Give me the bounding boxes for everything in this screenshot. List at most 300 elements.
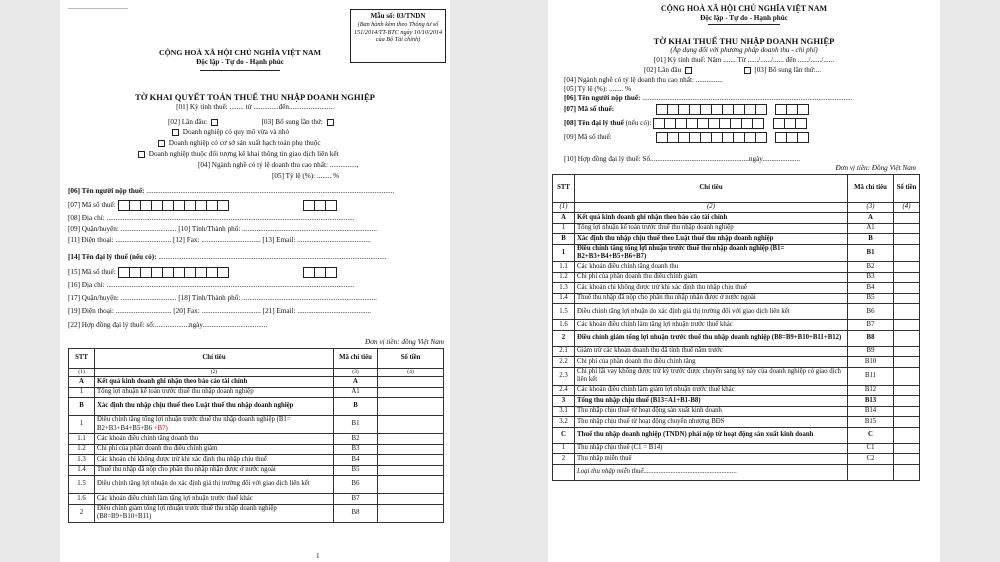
stt-text: 1.4 — [77, 466, 86, 473]
amount-cell[interactable] — [894, 443, 920, 454]
amount-cell[interactable] — [894, 272, 920, 283]
supplement-label: [03] Bổ sung lần thứ: — [261, 118, 323, 126]
amount-cell[interactable] — [894, 244, 920, 262]
first-time-checkbox[interactable] — [211, 119, 218, 126]
agent-tax-code-input[interactable] — [118, 267, 228, 278]
name-text: Tổng lợi nhuận kế toán trước thuế thu nhập doanh nghiệp — [577, 224, 734, 231]
amount-cell[interactable] — [894, 304, 920, 320]
indicator-cell — [575, 357, 848, 368]
agent-tax-code-row — [564, 132, 808, 143]
form-title: TỜ KHAI QUYẾT TOÁN THUẾ THU NHẬP DOANH NGHIỆP — [135, 92, 375, 102]
form-code-note: (Ban hành kèm theo Thông tư số 151/2014/TT-BTC ngày 10/10/2014 của Bộ Tài chính) — [353, 20, 443, 44]
stt-text: 1.6 — [559, 320, 568, 328]
code-cell — [848, 464, 894, 480]
code-text: B2 — [866, 262, 875, 270]
motto-underline — [708, 24, 780, 25]
stt-cell — [69, 504, 95, 522]
table-row — [69, 476, 444, 494]
agent-tax-code-label: [09] Mã số thuế: — [564, 133, 612, 142]
indicator-cell — [95, 387, 334, 398]
stt-cell — [553, 304, 575, 320]
sme-checkbox[interactable] — [172, 129, 179, 136]
code-cell — [848, 367, 894, 385]
tax-period: [01] Kỳ tính thuế: ........ từ ..............đến......................... — [176, 103, 334, 111]
name-text: Chi phí của phần doanh thu điều chỉnh tăng — [577, 357, 696, 365]
name-text: Điều chỉnh tăng tổng lợi nhuận trước thuế thu nhập doanh nghiệp (B1= B2+B3+B4+B5+B6+B7) — [577, 244, 785, 260]
table-row — [69, 416, 444, 434]
code-cell — [334, 377, 378, 388]
sme-label: Doanh nghiệp có quy mô vừa và nhỏ — [182, 128, 290, 136]
related-party-label: Doanh nghiệp thuộc đối tượng kê khai thông tin giao dịch liên kết — [148, 150, 339, 158]
table-row — [69, 504, 444, 522]
table-row — [553, 443, 920, 454]
indicator-cell — [575, 223, 848, 234]
stt-text: 1.2 — [559, 273, 568, 281]
phone-label: [11] Điện thoại: ............................... — [68, 236, 172, 244]
first-time-label: [02] Lần đầu — [644, 66, 682, 74]
agent-tax-code-input[interactable] — [656, 132, 766, 143]
table-row — [553, 234, 920, 245]
amount-cell[interactable] — [378, 434, 444, 445]
indicator-cell — [95, 504, 334, 522]
col-indicator: Chỉ tiêu — [95, 349, 334, 369]
amount-cell[interactable] — [378, 416, 444, 434]
stt-text: 1.3 — [77, 455, 86, 463]
tax-code-suffix-input[interactable] — [775, 104, 808, 115]
code-text: A — [868, 213, 873, 221]
ratio: [05] Tỷ lệ (%): ........ % — [564, 85, 632, 93]
stt-text: 2.2 — [559, 357, 568, 365]
stt-text: 1 — [79, 388, 84, 395]
stt-text: 2.1 — [559, 347, 568, 355]
code-text: B6 — [866, 307, 875, 315]
left-table-wrap — [68, 348, 444, 523]
col-indicator: Chỉ tiêu — [575, 175, 848, 203]
address-label: [08] Địa chỉ: — [68, 214, 105, 222]
table-row — [553, 283, 920, 294]
related-party-checkbox[interactable] — [138, 151, 145, 158]
form-code-box — [350, 9, 446, 63]
stt-cell — [553, 464, 575, 480]
indicator-cell — [95, 434, 334, 445]
stt-text: 1.4 — [559, 294, 568, 302]
table-row — [553, 293, 920, 304]
amount-cell[interactable] — [894, 417, 920, 428]
first-time-label: [02] Lần đầu: — [168, 118, 208, 126]
code-text: B6 — [351, 480, 360, 488]
stt-cell — [553, 320, 575, 331]
code-cell — [848, 320, 894, 331]
code-text: B5 — [351, 466, 360, 473]
indicator-cell — [575, 396, 848, 407]
first-time-checkbox[interactable] — [685, 67, 692, 74]
amount-cell[interactable] — [894, 357, 920, 368]
code-text: B5 — [866, 294, 875, 302]
code-text: B1 — [351, 420, 360, 428]
stt-text: 1.5 — [559, 307, 568, 315]
col-num: (2) — [575, 203, 848, 213]
agent-tax-code-suffix-input[interactable] — [303, 267, 336, 278]
code-cell — [334, 476, 378, 494]
stt-text: 1 — [79, 420, 84, 428]
stt-cell — [553, 454, 575, 465]
agent-district-label: [17] Quận/huyện: ............................... — [68, 294, 177, 302]
sme-row — [170, 128, 289, 137]
name-text: Thu nhập miễn thuế — [577, 454, 632, 462]
agent-name-input[interactable] — [653, 118, 763, 129]
ratio: [05] Tỷ lệ (%): ........ % — [272, 172, 340, 180]
indicator-cell — [575, 320, 848, 331]
tax-code-label: [07] Mã số thuế: — [68, 201, 116, 210]
code-cell — [848, 330, 894, 346]
amount-cell[interactable] — [894, 223, 920, 234]
tax-period: [01] Kỳ tính thuế: Năm ....... Từ ....../....../...... đến ....../....../...... — [653, 56, 835, 64]
code-text: B4 — [866, 283, 875, 291]
main-industry: [04] Ngành nghề có tỷ lệ doanh thu cao nhất: ..............., — [198, 161, 359, 169]
indicator-cell — [95, 455, 334, 466]
currency-unit: Đơn vị tiền: Đồng Việt Nam — [835, 164, 916, 172]
code-cell — [848, 357, 894, 368]
stt-text: 1 — [561, 224, 566, 231]
amount-cell[interactable] — [378, 387, 444, 398]
table-row — [553, 262, 920, 273]
col-num: (2) — [95, 369, 334, 377]
name-text: Các khoản điều chỉnh làm giảm lợi nhuận trước thuế khác — [577, 386, 735, 394]
right-form-page: CỘNG HOÀ XÃ HỘI CHỦ NGHĨA VIỆT NAM Độc lập - Tự do - Hạnh phúc TỜ KHAI THUẾ THU NHẬP DOANH NGHIỆP (Áp dụng đối với phương pháp doanh thu - chi phí) [01] Kỳ tính thuế: Năm ....... Từ ....../....../...... đến ....../....../...... [02] Lần đầu [03] Bổ sung lần thứ:... [04] Ngành nghề có tỷ lệ doanh thu cao nhất: ............... [05] Tỷ lệ (%): ........ % [06] Tên người nộp thuế: ..................................................................................................................... [07] Mã số thuế: [08] Tên đại lý thuế (nếu có): [09] Mã số thuế: [10] Hợp đồng đại lý thuế: Số.......................................................ngày..................... Đơn vị tiền: Đồng Việt Nam STT Chỉ tiêu Mã chỉ tiêu Số tiền (1) (2) (3) (4) A Kết quả kinh doanh ghi nhận theo báo cáo tài chính A 1 Tổng lợi nhuận kế toán trước thuế thu nhập doanh nghiệp A1 B Xác định thu nhập chịu thuế theo Luật thuế thu nhập doanh nghiệp B 1 Điều chỉnh tăng tổng lợi nhuận trước thuế thu nhập doanh nghiệp (B1= B2+B3+B4+B5+B6+B7) B1 1.1 Các khoản điều chỉnh tăng doanh thu B2 1.2 Chi phí của phần doanh thu điều chỉnh giảm B3 1.3 Các khoản chi không được trừ khi xác định thu nhập chịu thuế B4 1.4 Thuế thu nhập đã nộp cho phần thu nhập nhận được ở nước ngoài B5 1.5 Điều chỉnh tăng lợi nhuận do xác định giá thị trường đối với giao dịch liên kết B6 1.6 Các khoản điều chỉnh làm tăng lợi nhuận trước thuế khác B7 2 Điều chỉnh giảm tổng lợi nhuận trước thuế thu nhập doanh nghiệp (B8=B9+B10+B11+B12) B8 2.1 Giảm trừ các khoản doanh thu đã tính thuế năm trước B9 2.2 Chi phí của phần doanh thu điều chỉnh tăng B10 2.3 Chi phí lãi vay không được trừ kỳ trước được chuyển sang kỳ này của doanh nghiệp có giao dịch liên kết B11 2.4 Các khoản điều chỉnh làm giảm lợi nhuận trước thuế khác B12 3 Tổng thu nhập chịu thuế (B13=A1+B1-B8) B13 3.1 Thu nhập chịu thuế từ hoạt động sản xuất kinh doanh B14 3.2 Thu nhập chịu thuế từ hoạt động chuyển nhượng BĐS B15 C Thuế thu nhập doanh nghiệp (TNDN) phải nộp từ hoạt động sản xuất kinh doanh C 1 Thu nhập chịu thuế (C1 = B14) C1 2 Thu nhập miễn thuế C2 Loại thu nhập miễn thuế....................................................... — [548, 0, 940, 562]
stt-text: 1 — [561, 248, 566, 256]
col-amount: Số tiền — [378, 349, 444, 369]
amount-cell[interactable] — [894, 213, 920, 224]
code-cell — [334, 387, 378, 398]
code-cell — [848, 293, 894, 304]
code-cell — [848, 244, 894, 262]
taxpayer-name-label: [06] Tên người nộp thuế: — [68, 187, 145, 195]
branch-checkbox[interactable] — [158, 140, 165, 147]
stt-cell — [553, 272, 575, 283]
fax-label: [12] Fax: — [172, 236, 200, 244]
tax-code-label: [07] Mã số thuế: — [564, 105, 615, 114]
stt-text: 2 — [79, 508, 84, 516]
table-row — [553, 454, 920, 465]
indicator-cell — [95, 465, 334, 476]
amount-cell[interactable] — [378, 504, 444, 522]
motto: Độc lập - Tự do - Hạnh phúc — [196, 58, 284, 66]
name-text: Chi phí của phần doanh thu điều chỉnh giảm — [97, 445, 218, 452]
stt-text: 2.4 — [559, 386, 568, 394]
name-text: Thu nhập chịu thuế (C1 = B14) — [577, 444, 663, 452]
stt-cell — [553, 330, 575, 346]
amount-cell[interactable] — [378, 455, 444, 466]
tax-code-input[interactable] — [656, 104, 766, 115]
indicator-cell — [575, 330, 848, 346]
right-indicator-table — [552, 174, 920, 481]
code-cell — [848, 262, 894, 273]
stt-text: C — [561, 431, 566, 439]
code-text: B2 — [351, 434, 360, 442]
stt-text: 1.3 — [559, 283, 568, 291]
table-row — [553, 320, 920, 331]
code-text: A1 — [351, 388, 360, 395]
table-row — [553, 367, 920, 385]
code-text: C — [868, 431, 873, 439]
col-num: (3) — [334, 369, 378, 377]
indicator-cell — [575, 304, 848, 320]
form-code: Mẫu số: 03/TNDN — [370, 12, 426, 20]
form-title: TỜ KHAI THUẾ THU NHẬP DOANH NGHIỆP — [653, 36, 835, 46]
amount-cell[interactable] — [894, 283, 920, 294]
code-text: C2 — [866, 454, 875, 462]
col-stt: STT — [553, 175, 575, 203]
code-text: B — [353, 402, 358, 410]
tax-code-suffix-input[interactable] — [303, 200, 336, 211]
name-text: Điều chỉnh tăng lợi nhuận do xác định giá thị trường đối với giao dịch liên kết — [577, 307, 790, 315]
page-number: 1 — [316, 552, 320, 560]
name-text: Tổng thu nhập chịu thuế (B13=A1+B1-B8) — [577, 396, 701, 404]
stt-cell — [553, 367, 575, 385]
table-row — [553, 406, 920, 417]
stt-cell — [553, 293, 575, 304]
stt-text: 3 — [561, 396, 566, 404]
stt-text: B — [79, 402, 84, 410]
stt-text: B — [561, 234, 566, 242]
code-text: B — [868, 234, 873, 242]
table-row — [69, 444, 444, 455]
stt-cell — [69, 416, 95, 434]
stt-cell — [553, 417, 575, 428]
stt-text: 1 — [561, 444, 566, 452]
amount-cell[interactable] — [378, 476, 444, 494]
tax-code-input[interactable] — [118, 200, 228, 211]
name-text: Điều chỉnh giảm tổng lợi nhuận trước thuế thu nhập doanh nghiệp (B8=B9+B10+B11) — [97, 504, 277, 520]
indicator-cell — [575, 464, 848, 480]
table-row — [553, 244, 920, 262]
agent-name-note: (nếu có): — [625, 119, 652, 128]
agent-name-label: [14] Tên đại lý thuế (nếu có): — [68, 253, 157, 261]
district-label: [09] Quận/huyện: ............................... — [68, 225, 177, 233]
indicator-cell — [575, 272, 848, 283]
indicator-cell — [575, 385, 848, 396]
amount-cell[interactable] — [894, 346, 920, 357]
country-name: CỘNG HOÀ XÃ HỘI CHỦ NGHĨA VIỆT NAM — [159, 48, 321, 57]
right-table-wrap — [552, 174, 920, 481]
code-cell — [848, 272, 894, 283]
col-code: Mã chỉ tiêu — [334, 349, 378, 369]
amount-cell[interactable] — [894, 262, 920, 273]
stt-cell — [69, 377, 95, 388]
amount-cell[interactable] — [894, 396, 920, 407]
indicator-cell — [575, 293, 848, 304]
name-text: Chi phí lãi vay không được trừ kỳ trước được chuyển sang kỳ này của doanh nghiệp có giao dịch liên kết — [577, 367, 841, 384]
amount-cell[interactable] — [894, 385, 920, 396]
form-subtitle: (Áp dụng đối với phương pháp doanh thu - chi phí) — [670, 46, 818, 54]
amount-cell[interactable] — [894, 454, 920, 465]
indicator-cell — [95, 398, 334, 416]
code-cell — [848, 385, 894, 396]
code-cell — [848, 346, 894, 357]
agent-province-label: [18] Tỉnh/Thành phố: — [178, 294, 241, 302]
left-form-page: Mẫu số: 03/TNDN (Ban hành kèm theo Thông tư số 151/2014/TT-BTC ngày 10/10/2014 của Bộ Tài chính) CỘNG HOÀ XÃ HỘI CHỦ NGHĨA VIỆT NAM Độc lập - Tự do - Hạnh phúc TỜ KHAI QUYẾT TOÁN THUẾ THU NHẬP DOANH NGHIỆP [01] Kỳ tính thuế: ........ từ ..............đến......................... [02] Lần đầu: [03] Bổ sung lần thứ: Doanh nghiệp có quy mô vừa và nhỏ Doanh nghiệp có cơ sở sản xuất hạch toán phụ thuộc Doanh nghiệp thuộc đối tượng kê khai thông tin giao dịch liên kết [04] Ngành nghề có tỷ lệ doanh thu cao nhất: ..............., [05] Tỷ lệ (%): ........ % [06] Tên người nộp thuế: .......................................................................................................................................... [07] Mã số thuế: [08] Địa chỉ: .......................................................................................................................................... [09] Quận/huyện: ............................... [10] Tỉnh/Thành phố: ........................................................................... [11] Điện thoại: ............................... [12] Fax: ................................. [13] Email: ......................................... [14] Tên đại lý thuế (nếu có): ............................................................................................................................... [15] Mã số thuế: [16] Địa chỉ: .......................................................................................................................................... [17] Quận/huyện: ............................... [18] Tỉnh/Thành phố: ........................................................................... [19] Điện thoại: ............................... [20] Fax: ................................. [21] Email: ......................................... [22] Hợp đồng đại lý thuế: số:...................ngày.................................... Đơn vị tiền: đồng Việt Nam STT Chỉ tiêu Mã chỉ tiêu Số tiền (1) (2) (3) (4) A Kết quả kinh doanh ghi nhận theo báo cáo tài chính A 1 Tổng lợi nhuận kế toán trước thuế thu nhập doanh nghiệp A1 B Xác định thu nhập chịu thuế theo Luật thuế thu nhập doanh nghiệp B 1 Điều chỉnh tăng tổng lợi nhuận trước thuế thu nhập doanh nghiệp (B1= B2+B3+B4+B5+B6 +B7) B1 1.1 Các khoản điều chỉnh tăng doanh thu B2 1.2 Chi phí của phần doanh thu điều chỉnh giảm B3 1.3 Các khoản chi không được trừ khi xác định thu nhập chịu thuế B4 1.4 Thuế thu nhập đã nộp cho phần thu nhập nhận được ở nước ngoài B5 1.5 Điều chỉnh tăng lợi nhuận do xác định giá thị trường đối với giao dịch liên kết B6 1.6 Các khoản điều chỉnh làm tăng lợi nhuận trước thuế khác B7 2 Điều chỉnh giảm tổng lợi nhuận trước thuế thu nhập doanh nghiệp (B8=B9+B10+B11) B8 1 — [60, 0, 450, 562]
stt-text: 2 — [561, 334, 566, 342]
stt-cell — [553, 223, 575, 234]
code-cell — [334, 398, 378, 416]
code-text: B15 — [864, 417, 877, 425]
amount-cell[interactable] — [894, 320, 920, 331]
table-row — [69, 377, 444, 388]
indicator-cell — [575, 406, 848, 417]
formula-highlight: +B7) — [152, 424, 168, 432]
agent-tax-code-row — [68, 267, 448, 278]
code-cell — [334, 465, 378, 476]
stt-cell — [69, 455, 95, 466]
code-cell — [848, 406, 894, 417]
table-row — [553, 330, 920, 346]
amount-cell[interactable] — [378, 465, 444, 476]
amount-cell[interactable] — [894, 464, 920, 480]
stt-text: 1.5 — [77, 480, 86, 488]
col-code: Mã chỉ tiêu — [848, 175, 894, 203]
code-text: B8 — [351, 508, 360, 516]
amount-cell[interactable] — [894, 406, 920, 417]
stt-text: 1.1 — [77, 434, 86, 442]
col-num: (1) — [553, 203, 575, 213]
code-text: B7 — [351, 494, 360, 502]
agent-name-suffix-input[interactable] — [773, 118, 806, 129]
code-cell — [334, 504, 378, 522]
name-text: Các khoản điều chỉnh tăng doanh thu — [577, 262, 679, 270]
name-text: Điều chỉnh tăng lợi nhuận do xác định giá thị trường đối với giao dịch liên kết — [97, 480, 310, 488]
name-text: Thuế thu nhập đã nộp cho phần thu nhập nhận được ở nước ngoài — [577, 294, 756, 302]
name-text: Thu nhập chịu thuế từ hoạt động sản xuất kinh doanh — [577, 407, 722, 415]
indicator-cell — [95, 416, 334, 434]
stt-cell — [553, 357, 575, 368]
indicator-cell — [95, 476, 334, 494]
first-time-row — [168, 118, 336, 127]
agent-address-label: [16] Địa chỉ: — [68, 281, 105, 289]
stt-cell — [69, 434, 95, 445]
supplement-checkbox[interactable] — [327, 119, 334, 126]
indicator-cell — [575, 346, 848, 357]
amount-cell[interactable] — [894, 427, 920, 443]
code-cell — [334, 455, 378, 466]
code-text: A — [353, 377, 358, 385]
agent-row — [564, 118, 806, 129]
col-amount: Số tiền — [894, 175, 920, 203]
name-text: Tổng lợi nhuận kế toán trước thuế thu nhập doanh nghiệp — [97, 388, 254, 395]
table-row — [553, 304, 920, 320]
indicator-cell — [575, 454, 848, 465]
stt-text: A — [79, 377, 84, 385]
amount-cell[interactable] — [894, 330, 920, 346]
amount-cell[interactable] — [894, 293, 920, 304]
indicator-cell — [575, 417, 848, 428]
code-text: B7 — [866, 320, 875, 328]
name-text: Xác định thu nhập chịu thuế theo Luật thuế thu nhập doanh nghiệp — [97, 402, 294, 410]
code-cell — [848, 396, 894, 407]
indicator-cell — [95, 444, 334, 455]
table-row — [69, 434, 444, 445]
code-cell — [334, 494, 378, 505]
name-text: Điều chỉnh tăng tổng lợi nhuận trước thuế thu nhập doanh nghiệp (B1= B2+B3+B4+B5+B6 — [97, 416, 291, 432]
agent-tax-code-suffix-input[interactable] — [775, 132, 808, 143]
code-cell — [334, 434, 378, 445]
agent-contract: [10] Hợp đồng đại lý thuế: Số.......................................................ngày..................... — [564, 155, 801, 163]
code-cell — [848, 454, 894, 465]
table-row — [553, 213, 920, 224]
indicator-cell — [575, 367, 848, 385]
stt-cell — [553, 283, 575, 294]
stt-cell — [553, 443, 575, 454]
amount-cell[interactable] — [378, 444, 444, 455]
stt-cell — [553, 385, 575, 396]
code-text: B1 — [866, 248, 875, 256]
stt-text: 2.3 — [559, 372, 568, 380]
amount-cell[interactable] — [378, 494, 444, 505]
table-row — [69, 494, 444, 505]
table-row — [553, 357, 920, 368]
code-text: B14 — [864, 407, 877, 415]
amount-cell[interactable] — [378, 377, 444, 388]
branch-row — [156, 139, 321, 148]
stt-cell — [69, 398, 95, 416]
name-text: Loại thu nhập miễn thuế....................................................... — [577, 468, 737, 476]
table-row — [69, 398, 444, 416]
indicator-cell — [575, 283, 848, 294]
code-text: B3 — [866, 273, 875, 281]
col-num: (1) — [69, 369, 95, 377]
code-cell — [848, 417, 894, 428]
indicator-cell — [575, 427, 848, 443]
stt-cell — [553, 234, 575, 245]
name-text: Giảm trừ các khoản doanh thu đã tính thuế năm trước — [577, 347, 723, 355]
code-cell — [848, 304, 894, 320]
stt-cell — [553, 427, 575, 443]
amount-cell[interactable] — [378, 398, 444, 416]
code-cell — [848, 234, 894, 245]
agent-tax-code-label: [15] Mã số thuế: — [68, 268, 116, 277]
indicator-cell — [95, 494, 334, 505]
amount-cell[interactable] — [894, 367, 920, 385]
stt-cell — [69, 444, 95, 455]
main-industry: [04] Ngành nghề có tỷ lệ doanh thu cao nhất: ............... — [564, 76, 723, 84]
code-text: B10 — [864, 357, 877, 365]
table-row — [553, 385, 920, 396]
code-cell — [848, 283, 894, 294]
agent-phone-label: [19] Điện thoại: ............................... — [68, 307, 172, 315]
indicator-cell — [95, 377, 334, 388]
motto: Độc lập - Tự do - Hạnh phúc — [700, 14, 788, 22]
code-text: A1 — [866, 224, 875, 231]
code-text: B9 — [866, 347, 875, 355]
province-label: [10] Tỉnh/Thành phố: — [178, 225, 241, 233]
code-cell — [334, 444, 378, 455]
indicator-cell — [575, 234, 848, 245]
stt-text: 1.1 — [559, 262, 568, 270]
table-row — [553, 464, 920, 480]
name-text: Chi phí của phần doanh thu điều chỉnh giảm — [577, 273, 698, 281]
stt-cell — [69, 494, 95, 505]
name-text: Kết quả kinh doanh ghi nhận theo báo cáo tài chính — [97, 377, 248, 385]
name-text: Các khoản điều chỉnh tăng doanh thu — [97, 434, 199, 442]
supplement-checkbox[interactable] — [744, 67, 751, 74]
code-cell — [334, 416, 378, 434]
amount-cell[interactable] — [894, 234, 920, 245]
table-row — [553, 346, 920, 357]
table-row — [553, 427, 920, 443]
code-cell — [848, 223, 894, 234]
stt-cell — [553, 406, 575, 417]
name-text: Thuế thu nhập đã nộp cho phần thu nhập nhận được ở nước ngoài — [97, 466, 276, 473]
stt-cell — [69, 476, 95, 494]
